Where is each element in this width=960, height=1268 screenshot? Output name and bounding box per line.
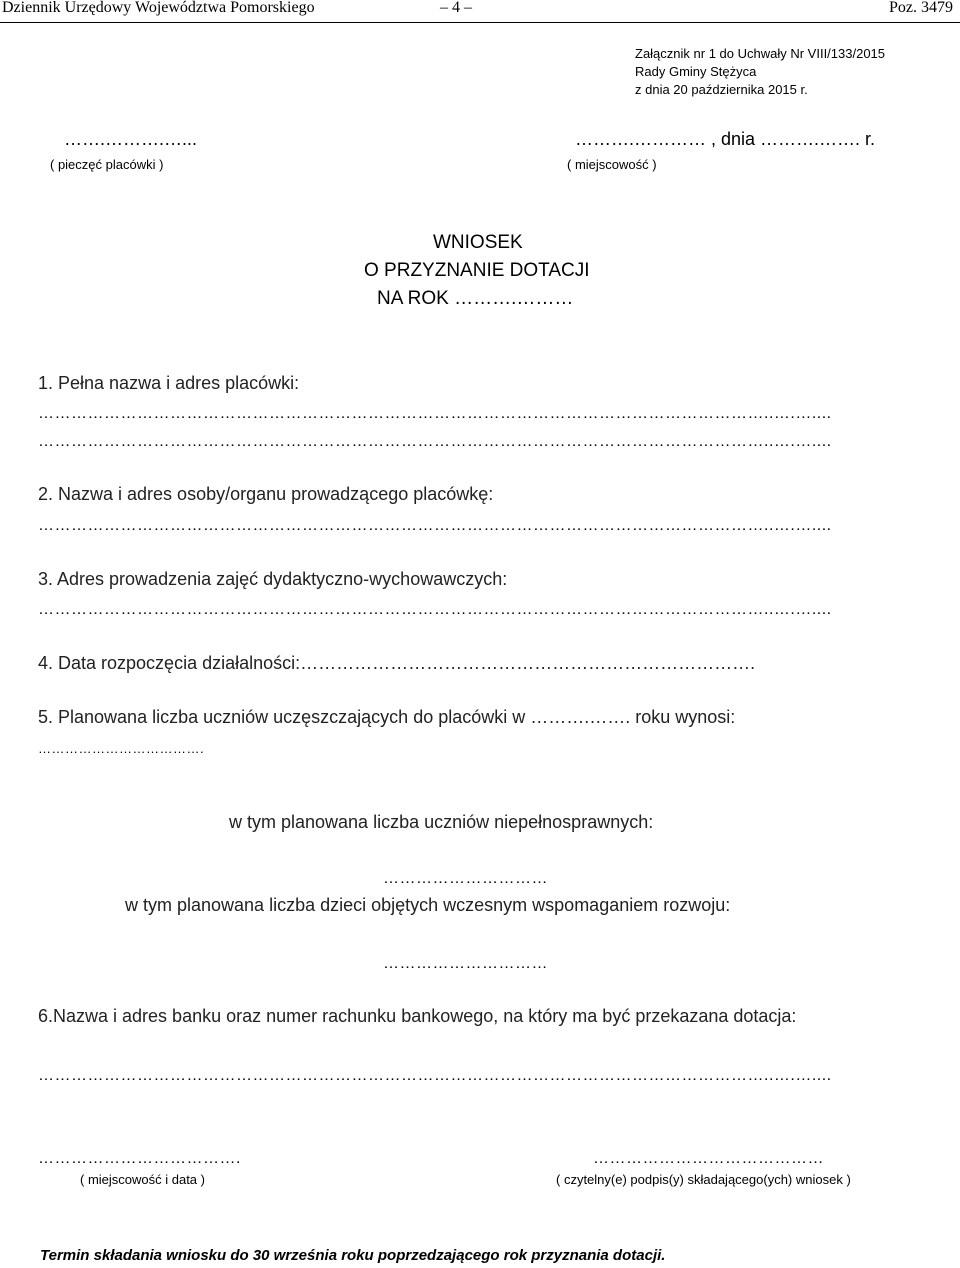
- page-number: – 4 –: [440, 0, 472, 16]
- stamp-label: ( pieczęć placówki ): [50, 157, 164, 172]
- section-5b-label: w tym planowana liczba dzieci objętych wczesnym wspomaganiem rozwoju:: [125, 895, 731, 915]
- signature-place-date-label: ( miejscowość i data ): [80, 1172, 205, 1187]
- journal-name: Dziennik Urzędowy Województwa Pomorskiego: [2, 0, 315, 16]
- section-2-line-1: ……………………………………………………………………………………………………………………..….…....: [38, 517, 832, 534]
- section-5b-value: …………………………: [383, 955, 548, 972]
- signature-dots: ……………………………………: [593, 1150, 824, 1167]
- section-1-line-1: ……………………………………………………………………………………………………………………..….…....: [38, 405, 832, 422]
- section-2-label: 2. Nazwa i adres osoby/organu prowadzącego placówkę:: [38, 484, 494, 504]
- section-4-label: 4. Data rozpoczęcia działalności:………………………………………………………………….: [38, 653, 756, 673]
- place-label: ( miejscowość ): [567, 157, 657, 172]
- attachment-line-3: z dnia 20 października 2015 r.: [635, 82, 808, 97]
- section-1-line-2: ……………………………………………………………………………………………………………………..….…....: [38, 433, 832, 450]
- section-3-label: 3. Adres prowadzenia zajęć dydaktyczno-wychowawczych:: [38, 569, 508, 589]
- section-5a-value: …………………………: [383, 870, 548, 887]
- signature-place-date-dots: ……………………………….: [38, 1150, 241, 1167]
- position-number: Poz. 3479: [889, 0, 953, 16]
- attachment-line-1: Załącznik nr 1 do Uchwały Nr VIII/133/2015: [635, 46, 886, 61]
- section-5-label: 5. Planowana liczba uczniów uczęszczających do placówki w ……….……. roku wynosi:: [38, 707, 736, 727]
- section-6-line-1: ……………………………………………………………………………………………………………………..….…....: [38, 1067, 832, 1084]
- title-line-1: WNIOSEK: [433, 232, 523, 253]
- section-5a-label: w tym planowana liczba uczniów niepełnosprawnych:: [229, 812, 654, 832]
- section-6-label: 6.Nazwa i adres banku oraz numer rachunku bankowego, na który ma być przekazana dotacja:: [38, 1006, 797, 1026]
- section-5-value: ……………………………….: [38, 741, 205, 756]
- section-1-label: 1. Pełna nazwa i adres placówki:: [38, 373, 300, 393]
- header-rule: [0, 22, 960, 23]
- stamp-dots: …….……….…...: [64, 129, 198, 149]
- deadline-note: Termin składania wniosku do 30 września roku poprzedzającego rok przyznania dotacji.: [40, 1247, 666, 1264]
- section-3-line-1: ……………………………………………………………………………………………………………………..….…....: [38, 601, 832, 618]
- signature-label: ( czytelny(e) podpis(y) składającego(ych) wniosek ): [556, 1172, 851, 1187]
- attachment-line-2: Rady Gminy Stężyca: [635, 64, 757, 79]
- title-line-3: NA ROK ……….………: [377, 288, 574, 309]
- title-line-2: O PRZYZNANIE DOTACJI: [364, 260, 590, 281]
- place-date-field: ……….………… , dnia ……….……. r.: [575, 129, 876, 149]
